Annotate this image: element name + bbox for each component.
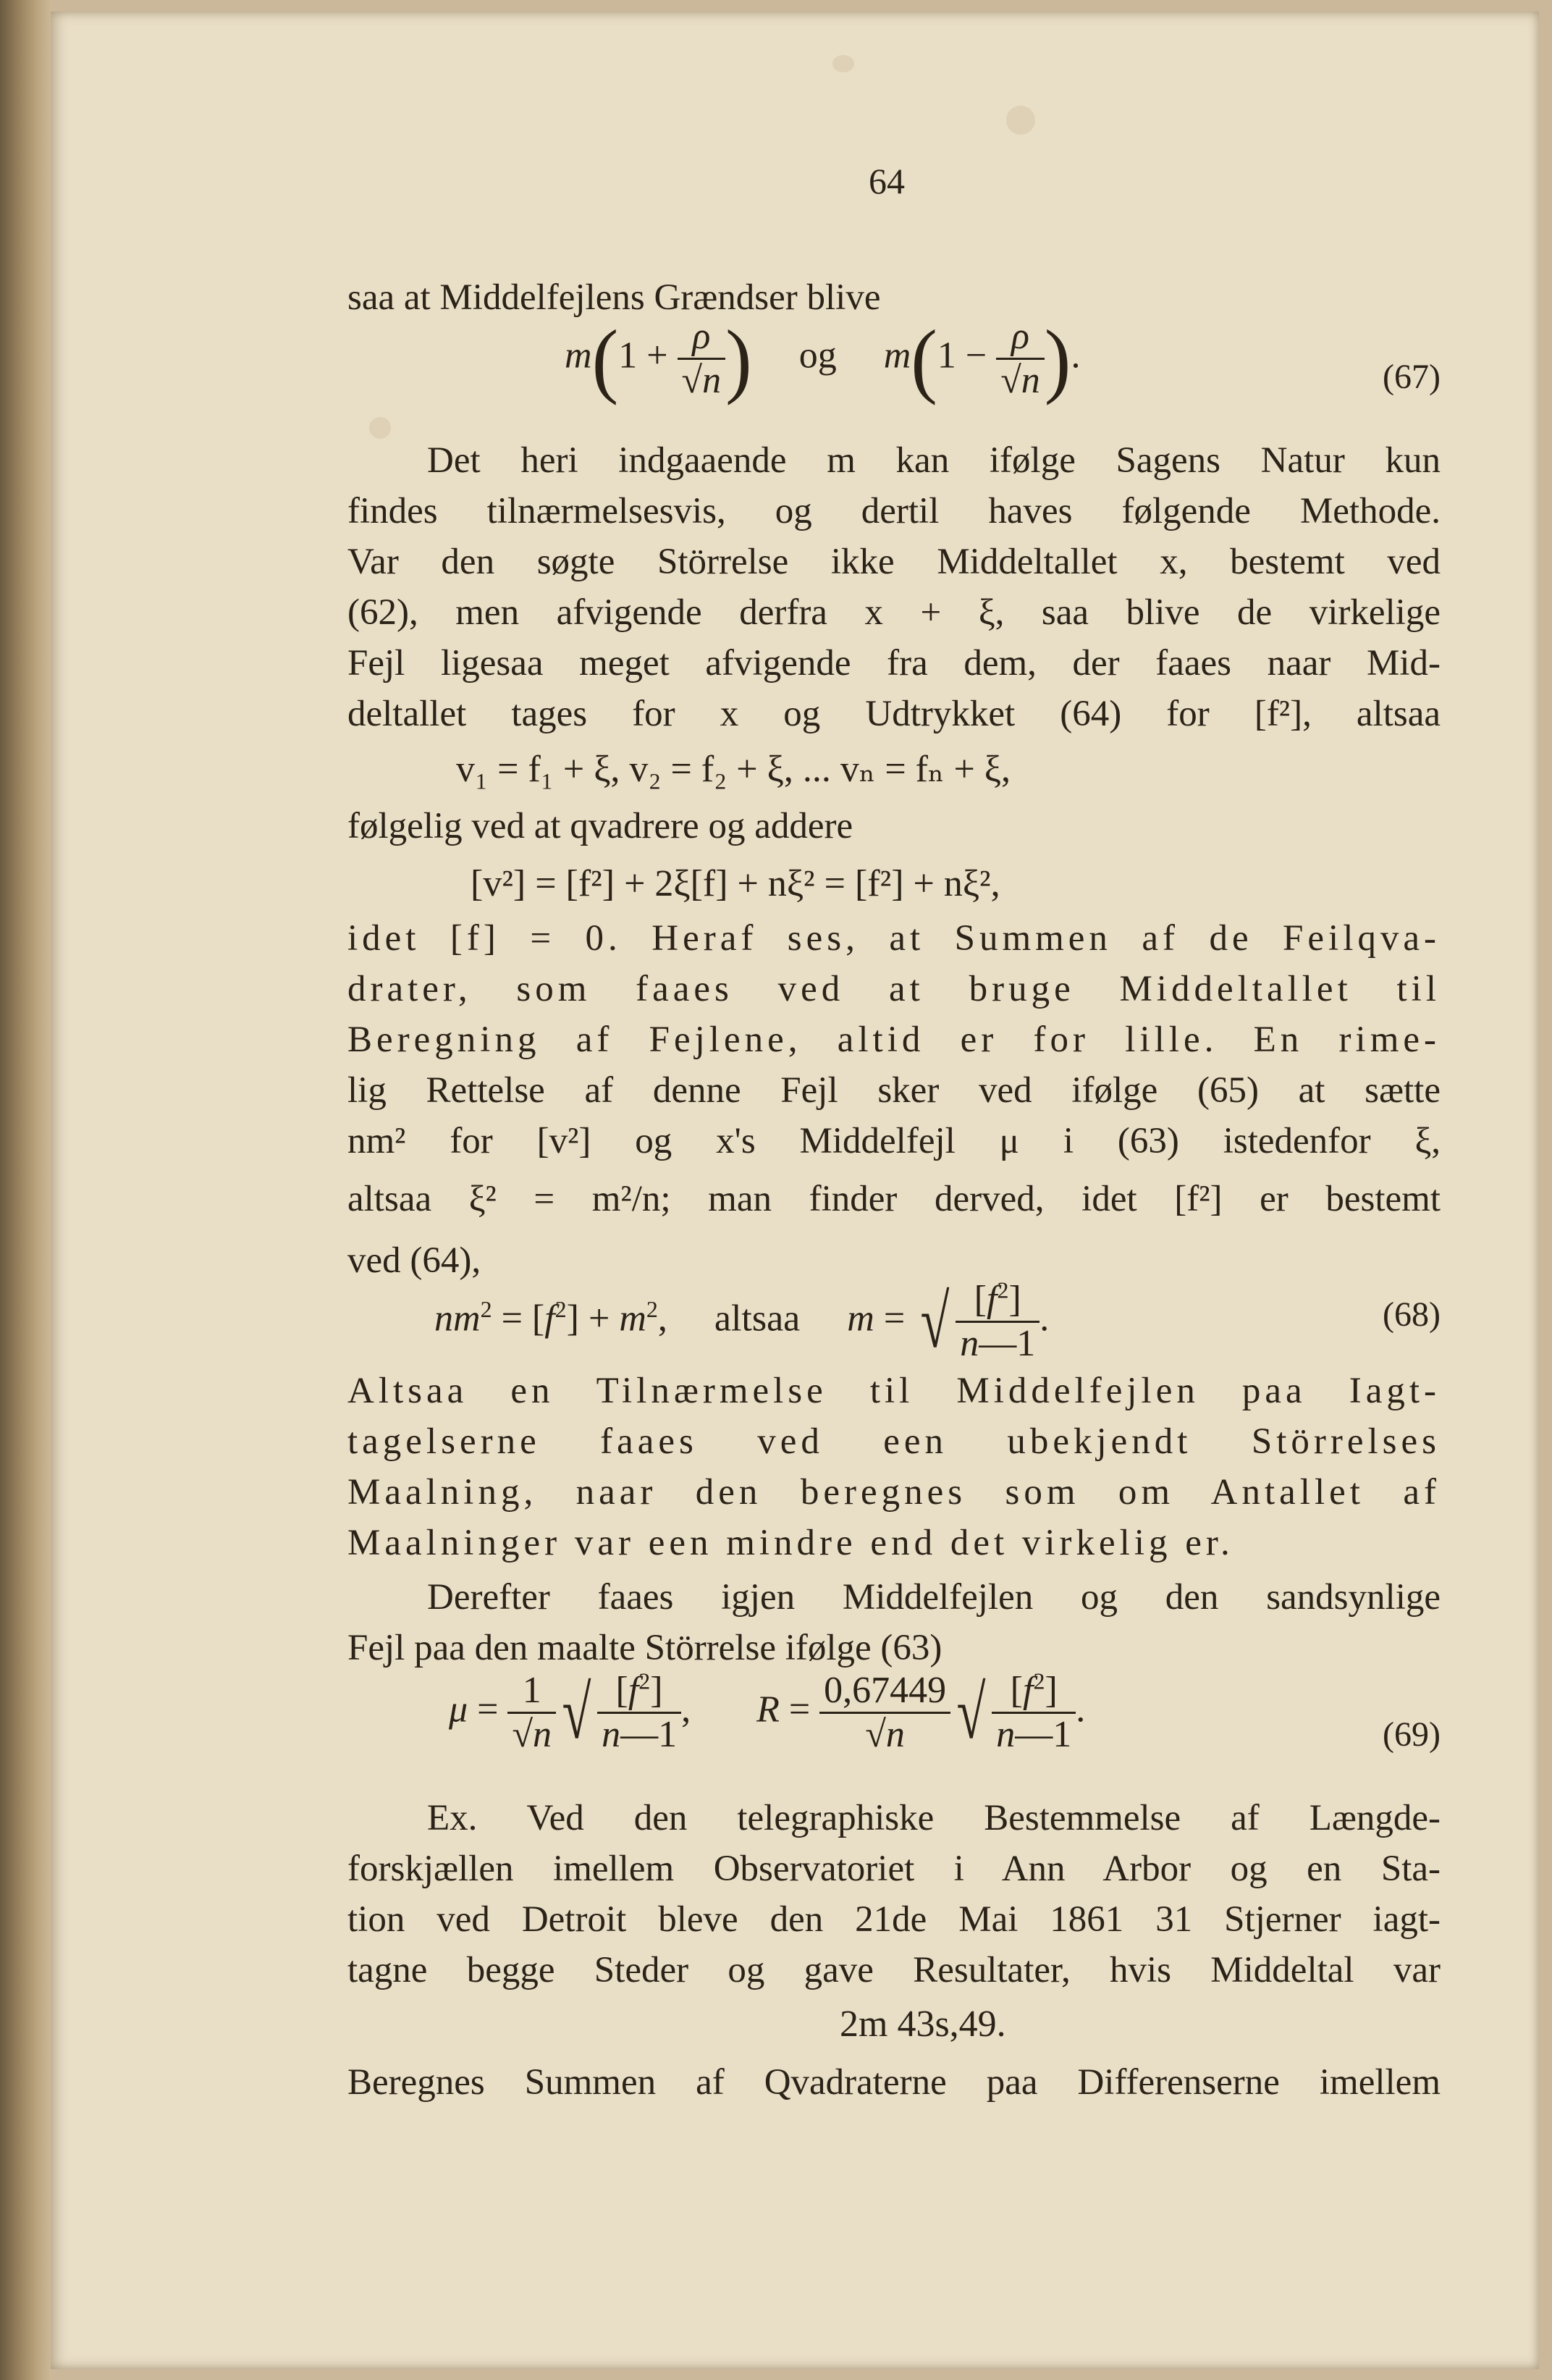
text-line: følgelig ved at qvadrere og addere [347, 806, 853, 846]
equation-v-line: v₁ = f₁ + ξ, v₂ = f₂ + ξ, ... vₙ = fₙ + ξ, [456, 749, 1011, 790]
text-line: saa at Middelfejlens Grændser blive [347, 277, 881, 318]
equation-69: μ = $\frac{1}{√n}$ √ $\frac{[f^2]}{n—1}$ , R = $\frac{0,67449}{√n}$ √ $\frac{[f^2]}{n—1}$ . [449, 1668, 1086, 1755]
text-line: tion ved Detroit bleve den 21de Mai 1861 31 Stjerner iagt- [347, 1899, 1441, 1940]
text-line: tagelserne faaes ved een ubekjendt Störrelses [347, 1421, 1441, 1462]
text-line: altsaa ξ² = m²/n; man finder derved, idet [f²] er bestemt [347, 1179, 1441, 1219]
equation-sum: [v²] = [f²] + 2ξ[f] + nξ² = [f²] + nξ², [471, 863, 1000, 904]
text-line: Beregning af Fejlene, altid er for lille. En rime- [347, 1019, 1441, 1060]
text-line: Altsaa en Tilnærmelse til Middelfejlen paa Iagt- [347, 1371, 1441, 1411]
text-line: idet [f] = 0. Heraf ses, at Summen af de Feilqva- [347, 918, 1441, 959]
text-line: Det heri indgaaende m kan ifølge Sagens Natur kun [427, 440, 1441, 481]
equation-label-68: (68) [1383, 1295, 1441, 1334]
page-number: 64 [869, 161, 905, 201]
text-line: tagne begge Steder og gave Resultater, hvis Middeltal var [347, 1950, 1441, 1990]
text-line: Maalning, naar den beregnes som om Antallet af [347, 1472, 1441, 1513]
text-line: Ex. Ved den telegraphiske Bestemmelse af Længde- [427, 1798, 1441, 1838]
text-line: lig Rettelse af denne Fejl sker ved ifølge (65) at sætte [347, 1070, 1441, 1111]
book-page [51, 12, 1539, 2369]
equation-67: m(1 + $\frac{\rho}{√n}$ ) og m(1 − $\frac{\rho}{√n}$ ). [565, 312, 1081, 405]
result-value: 2m 43s,49. [840, 2003, 1006, 2045]
equation-label-69: (69) [1383, 1715, 1441, 1754]
text-line: (62), men afvigende derfra x + ξ, saa blive de virkelige [347, 592, 1441, 633]
equation-68: $nm^2 = [f^2] + m^2$, altsaa m = √ $\frac{[f^2]}{n—1}$ . [434, 1277, 1050, 1364]
text-line: deltallet tages for x og Udtrykket (64) for [f²], altsaa [347, 694, 1441, 734]
paper-stain [832, 55, 854, 72]
text-line: Derefter faaes igjen Middelfejlen og den sandsynlige [427, 1577, 1441, 1618]
text-line: ved (64), [347, 1240, 481, 1281]
text-line: forskjællen imellem Observatoriet i Ann Arbor og en Sta- [347, 1849, 1441, 1889]
book-spine [0, 0, 51, 2380]
paper-stain [1006, 106, 1035, 135]
text-line: drater, som faaes ved at bruge Middeltallet til [347, 969, 1441, 1009]
text-line: Fejl paa den maalte Störrelse ifølge (63) [347, 1628, 942, 1668]
text-line: nm² for [v²] og x's Middelfejl μ i (63) istedenfor ξ, [347, 1121, 1441, 1161]
equation-label-67: (67) [1383, 358, 1441, 396]
text-line: Var den søgte Störrelse ikke Middeltallet x, bestemt ved [347, 542, 1441, 582]
text-line: findes tilnærmelsesvis, og dertil haves følgende Methode. [347, 491, 1441, 531]
text-line: Fejl ligesaa meget afvigende fra dem, der faaes naar Mid- [347, 643, 1441, 684]
text-line: Maalninger var een mindre end det virkelig er. [347, 1523, 1234, 1563]
text-line: Beregnes Summen af Qvadraterne paa Differenserne imellem [347, 2062, 1441, 2103]
